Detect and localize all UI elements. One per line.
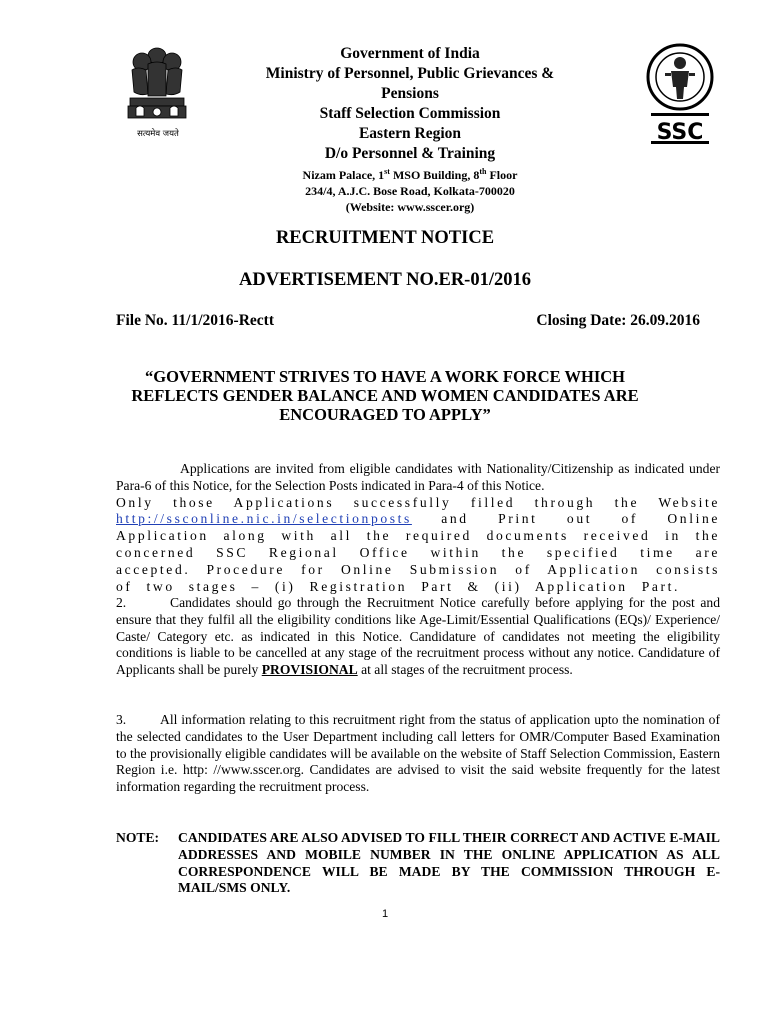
- note-text: CANDIDATES ARE ALSO ADVISED TO FILL THEIR CORRECT AND ACTIVE E-MAIL ADDRESSES AND MOBILE NUMBER IN THE ONLINE APPLICATION AS ALL CORRESPONDENCE WILL BE MADE BY THE COMMISSION THROUGH E-MAIL/SMS ONLY.: [178, 830, 720, 896]
- paragraph-1: [116, 461, 720, 595]
- svg-text:SSC: SSC: [656, 120, 704, 145]
- paragraph-2: 2. Candidates should go through the Recruitment Notice carefully before applying for the post and ensure that they fulfil all the eligibility conditions like Age-Limit/Essential Qualifications (EQs)/ Experience/ Caste/ Category etc. as indicated in this Notice. Candidature of candidates not meeting the eligibility conditions is liable to be cancelled at any stage of the recruitment process without any notice. Candidature of Applicants shall be purely PROVISIONAL at all stages of the recruitment process.: [116, 595, 720, 678]
- paragraph-1-intro: Applications are invited from eligible candidates with Nationality/Citizenship as indicated under Para-6 of this Notice, for the Selection Posts indicated in Para-4 of this Notice.: [116, 461, 720, 493]
- paragraph-3-number: 3.: [116, 712, 127, 727]
- page-number: 1: [381, 908, 389, 920]
- advertisement-number: ADVERTISEMENT NO.ER-01/2016: [239, 270, 531, 290]
- note-label: NOTE:: [116, 830, 160, 845]
- header-department: D/o Personnel & Training: [324, 145, 496, 162]
- header-website: (Website: www.sscer.org): [345, 200, 475, 214]
- header-address-line1: Nizam Palace, 1st MSO Building, 8th Floor: [302, 167, 518, 182]
- header-government: Government of India: [340, 45, 480, 62]
- header-ministry: Ministry of Personnel, Public Grievances &: [265, 65, 555, 82]
- ssc-logo-icon: [641, 43, 719, 147]
- gender-balance-quote: “GOVERNMENT STRIVES TO HAVE A WORK FORCE WHICH REFLECTS GENDER BALANCE AND WOMEN CANDIDATES ARE ENCOURAGED TO APPLY”: [131, 367, 639, 424]
- emblem-motto: सत्यमेव जयते: [137, 129, 179, 139]
- closing-date: Closing Date: 26.09.2016: [536, 312, 700, 329]
- paragraph-1-procedure: Only those Applications successfully filled through the Website http://ssconline.nic.in/selectionposts and Print out of Online Application along with all the required documents received in the concerned SSC Regional Office within the specified time are accepted. Procedure for Online Submission of Application consists of two stages – (i) Registration Part & (ii) Application Part.: [116, 494, 720, 594]
- header-pensions: Pensions: [381, 85, 439, 102]
- paragraph-2-number: 2.: [116, 595, 127, 610]
- header-block: [220, 44, 600, 215]
- recruitment-notice-title: RECRUITMENT NOTICE: [275, 228, 495, 248]
- provisional-emphasis: PROVISIONAL: [261, 662, 358, 678]
- file-number: File No. 11/1/2016-Rectt: [116, 312, 274, 329]
- header-region: Eastern Region: [358, 125, 462, 142]
- header-address-line2: 234/4, A.J.C. Bose Road, Kolkata-700020: [305, 184, 515, 198]
- header-commission: Staff Selection Commission: [319, 105, 501, 122]
- selection-posts-link[interactable]: http://ssconline.nic.in/selectionposts: [116, 511, 412, 527]
- paragraph-3: 3. All information relating to this recruitment right from the status of application upto the nomination of the selected candidates to the User Department including call letters for OMR/Computer Based Examination to the provisionally eligible candidates will be available on the website of Staff Selection Commission, Eastern Region i.e. http: //www.sscer.org. Candidates are advised to visit the said website frequently for the latest information regarding the recruitment process.: [116, 712, 720, 795]
